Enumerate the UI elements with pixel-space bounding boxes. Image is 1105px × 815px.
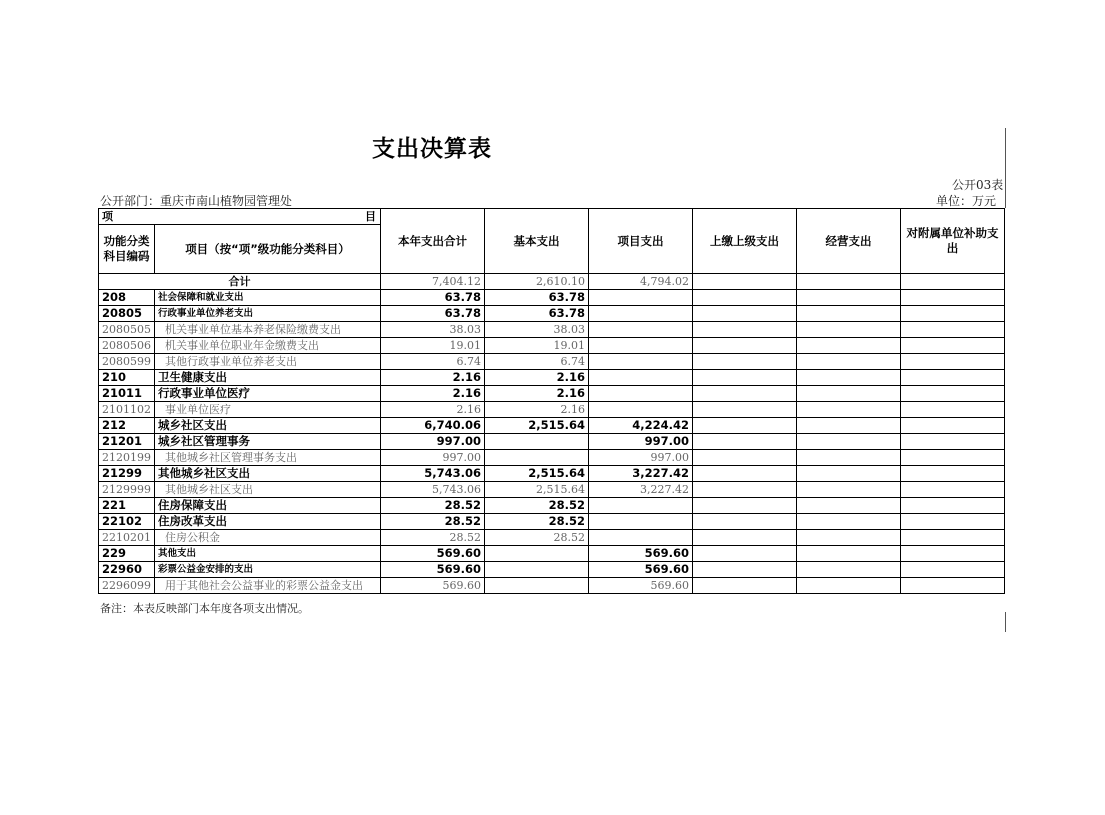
- total-project: 4,794.02: [589, 274, 693, 290]
- header-upper: 上缴上级支出: [693, 209, 797, 274]
- row-basic: 38.03: [485, 322, 589, 338]
- row-name: 卫生健康支出: [155, 370, 381, 386]
- row-subsidy: [901, 530, 1005, 546]
- row-basic: 19.01: [485, 338, 589, 354]
- row-subsidy: [901, 338, 1005, 354]
- row-code: 229: [99, 546, 155, 562]
- row-name: 彩票公益金安排的支出: [155, 562, 381, 578]
- row-business: [797, 482, 901, 498]
- row-business: [797, 434, 901, 450]
- row-upper: [693, 370, 797, 386]
- row-basic: 2,515.64: [485, 466, 589, 482]
- row-upper: [693, 546, 797, 562]
- table-row: [99, 386, 1005, 402]
- row-code: 221: [99, 498, 155, 514]
- row-upper: [693, 338, 797, 354]
- row-project: [589, 514, 693, 530]
- row-upper: [693, 466, 797, 482]
- row-subsidy: [901, 418, 1005, 434]
- row-upper: [693, 450, 797, 466]
- row-project: [589, 354, 693, 370]
- table-row: [99, 354, 1005, 370]
- row-basic: 2.16: [485, 370, 589, 386]
- row-code: 2080599: [99, 354, 155, 370]
- row-subsidy: [901, 386, 1005, 402]
- row-business: [797, 306, 901, 322]
- table-row: [99, 514, 1005, 530]
- row-name: 城乡社区管理事务: [155, 434, 381, 450]
- row-subsidy: [901, 482, 1005, 498]
- row-project: [589, 306, 693, 322]
- row-code: 2210201: [99, 530, 155, 546]
- row-basic: 2,515.64: [485, 482, 589, 498]
- row-code: 20805: [99, 306, 155, 322]
- row-name: 其他行政事业单位养老支出: [155, 354, 381, 370]
- table-row: [99, 482, 1005, 498]
- table-row: [99, 306, 1005, 322]
- row-business: [797, 290, 901, 306]
- row-total: 569.60: [381, 578, 485, 594]
- row-subsidy: [901, 306, 1005, 322]
- total-subsidy: [901, 274, 1005, 290]
- row-upper: [693, 290, 797, 306]
- row-total: 997.00: [381, 450, 485, 466]
- row-business: [797, 498, 901, 514]
- row-project: [589, 498, 693, 514]
- row-total: 28.52: [381, 514, 485, 530]
- row-business: [797, 402, 901, 418]
- row-total: 28.52: [381, 498, 485, 514]
- row-business: [797, 578, 901, 594]
- row-business: [797, 386, 901, 402]
- row-code: 21299: [99, 466, 155, 482]
- row-project: [589, 338, 693, 354]
- table-row: [99, 498, 1005, 514]
- header-row-item: [99, 209, 1005, 225]
- row-business: [797, 418, 901, 434]
- row-code: 2296099: [99, 578, 155, 594]
- row-total: 569.60: [381, 562, 485, 578]
- row-code: 2101102: [99, 402, 155, 418]
- row-business: [797, 546, 901, 562]
- table-row: [99, 322, 1005, 338]
- table-row: [99, 370, 1005, 386]
- unit-label: 单位：万元: [936, 194, 997, 208]
- table-row: [99, 562, 1005, 578]
- row-upper: [693, 434, 797, 450]
- row-project: 4,224.42: [589, 418, 693, 434]
- row-subsidy: [901, 354, 1005, 370]
- margin-line-bottom: [1005, 612, 1006, 632]
- total-row: [99, 274, 1005, 290]
- row-code: 208: [99, 290, 155, 306]
- row-basic: [485, 578, 589, 594]
- row-upper: [693, 418, 797, 434]
- total-business: [797, 274, 901, 290]
- total-basic: 2,610.10: [485, 274, 589, 290]
- header-subsidy: 对附属单位补助支出: [901, 209, 1005, 274]
- row-total: 63.78: [381, 306, 485, 322]
- row-total: 19.01: [381, 338, 485, 354]
- page-title: 支出决算表: [372, 136, 492, 162]
- row-basic: 63.78: [485, 290, 589, 306]
- row-project: 997.00: [589, 434, 693, 450]
- table-row: [99, 434, 1005, 450]
- row-project: 3,227.42: [589, 482, 693, 498]
- row-total: 6,740.06: [381, 418, 485, 434]
- row-upper: [693, 402, 797, 418]
- row-total: 5,743.06: [381, 482, 485, 498]
- table-row: [99, 402, 1005, 418]
- row-subsidy: [901, 514, 1005, 530]
- row-total: 997.00: [381, 434, 485, 450]
- header-total: 本年支出合计: [381, 209, 485, 274]
- total-label: 合计: [99, 274, 381, 290]
- row-basic: 2,515.64: [485, 418, 589, 434]
- row-upper: [693, 386, 797, 402]
- row-total: 5,743.06: [381, 466, 485, 482]
- row-project: [589, 370, 693, 386]
- row-subsidy: [901, 450, 1005, 466]
- row-total: 28.52: [381, 530, 485, 546]
- row-name: 住房保障支出: [155, 498, 381, 514]
- row-basic: 28.52: [485, 514, 589, 530]
- row-subsidy: [901, 322, 1005, 338]
- row-code: 2080506: [99, 338, 155, 354]
- row-name: 机关事业单位职业年金缴费支出: [155, 338, 381, 354]
- header-basic: 基本支出: [485, 209, 589, 274]
- row-basic: [485, 546, 589, 562]
- row-total: 2.16: [381, 402, 485, 418]
- row-basic: 6.74: [485, 354, 589, 370]
- row-name: 其他支出: [155, 546, 381, 562]
- row-code: 2080505: [99, 322, 155, 338]
- row-name: 住房改革支出: [155, 514, 381, 530]
- row-upper: [693, 322, 797, 338]
- table-row: [99, 530, 1005, 546]
- header-item: [99, 209, 381, 225]
- row-total: 2.16: [381, 386, 485, 402]
- row-upper: [693, 306, 797, 322]
- row-business: [797, 466, 901, 482]
- row-code: 22102: [99, 514, 155, 530]
- row-project: 569.60: [589, 546, 693, 562]
- row-project: 3,227.42: [589, 466, 693, 482]
- row-name: 城乡社区支出: [155, 418, 381, 434]
- row-total: 63.78: [381, 290, 485, 306]
- row-basic: 63.78: [485, 306, 589, 322]
- table-row: [99, 450, 1005, 466]
- row-project: 569.60: [589, 578, 693, 594]
- total-total: 7,404.12: [381, 274, 485, 290]
- row-basic: 28.52: [485, 530, 589, 546]
- row-business: [797, 370, 901, 386]
- row-code: 2120199: [99, 450, 155, 466]
- row-total: 38.03: [381, 322, 485, 338]
- row-basic: [485, 450, 589, 466]
- table-row: [99, 418, 1005, 434]
- row-business: [797, 338, 901, 354]
- row-project: [589, 530, 693, 546]
- row-name: 事业单位医疗: [155, 402, 381, 418]
- margin-line-top: [1005, 128, 1006, 208]
- row-project: [589, 402, 693, 418]
- row-name: 用于其他社会公益事业的彩票公益金支出: [155, 578, 381, 594]
- row-business: [797, 450, 901, 466]
- row-upper: [693, 482, 797, 498]
- row-subsidy: [901, 578, 1005, 594]
- row-subsidy: [901, 290, 1005, 306]
- row-upper: [693, 354, 797, 370]
- row-code: 22960: [99, 562, 155, 578]
- row-basic: [485, 434, 589, 450]
- header-code: 功能分类科目编码: [99, 225, 155, 274]
- row-upper: [693, 562, 797, 578]
- row-code: 212: [99, 418, 155, 434]
- row-business: [797, 562, 901, 578]
- row-name: 其他城乡社区支出: [155, 466, 381, 482]
- row-subsidy: [901, 546, 1005, 562]
- row-project: [589, 322, 693, 338]
- header-item-right: 目: [365, 210, 376, 223]
- row-project: 569.60: [589, 562, 693, 578]
- header-project: 项目支出: [589, 209, 693, 274]
- row-upper: [693, 514, 797, 530]
- expenditure-table: [98, 208, 1005, 594]
- row-total: 2.16: [381, 370, 485, 386]
- row-upper: [693, 530, 797, 546]
- row-subsidy: [901, 562, 1005, 578]
- row-code: 21011: [99, 386, 155, 402]
- row-subsidy: [901, 402, 1005, 418]
- row-basic: 28.52: [485, 498, 589, 514]
- row-basic: [485, 562, 589, 578]
- row-name: 行政事业单位医疗: [155, 386, 381, 402]
- total-upper: [693, 274, 797, 290]
- row-total: 569.60: [381, 546, 485, 562]
- row-code: 2129999: [99, 482, 155, 498]
- row-name: 机关事业单位基本养老保险缴费支出: [155, 322, 381, 338]
- row-basic: 2.16: [485, 402, 589, 418]
- row-total: 6.74: [381, 354, 485, 370]
- row-business: [797, 322, 901, 338]
- row-code: 210: [99, 370, 155, 386]
- header-item-left: 项: [102, 210, 113, 223]
- row-name: 社会保障和就业支出: [155, 290, 381, 306]
- department-label: 公开部门：重庆市南山植物园管理处: [100, 194, 293, 208]
- row-business: [797, 354, 901, 370]
- footnote: 备注：本表反映部门本年度各项支出情况。: [100, 602, 309, 615]
- row-subsidy: [901, 466, 1005, 482]
- row-project: [589, 290, 693, 306]
- row-upper: [693, 498, 797, 514]
- row-subsidy: [901, 498, 1005, 514]
- row-business: [797, 530, 901, 546]
- row-name: 其他城乡社区管理事务支出: [155, 450, 381, 466]
- row-business: [797, 514, 901, 530]
- form-number: 公开03表: [952, 178, 1004, 192]
- row-name: 住房公积金: [155, 530, 381, 546]
- row-name: 其他城乡社区支出: [155, 482, 381, 498]
- table-row: [99, 546, 1005, 562]
- row-subsidy: [901, 370, 1005, 386]
- table-row: [99, 578, 1005, 594]
- row-project: [589, 386, 693, 402]
- row-code: 21201: [99, 434, 155, 450]
- header-name: 项目（按“项”级功能分类科目）: [155, 225, 381, 274]
- row-subsidy: [901, 434, 1005, 450]
- row-upper: [693, 578, 797, 594]
- row-name: 行政事业单位养老支出: [155, 306, 381, 322]
- header-business: 经营支出: [797, 209, 901, 274]
- table-row: [99, 290, 1005, 306]
- table-row: [99, 338, 1005, 354]
- table-row: [99, 466, 1005, 482]
- row-basic: 2.16: [485, 386, 589, 402]
- row-project: 997.00: [589, 450, 693, 466]
